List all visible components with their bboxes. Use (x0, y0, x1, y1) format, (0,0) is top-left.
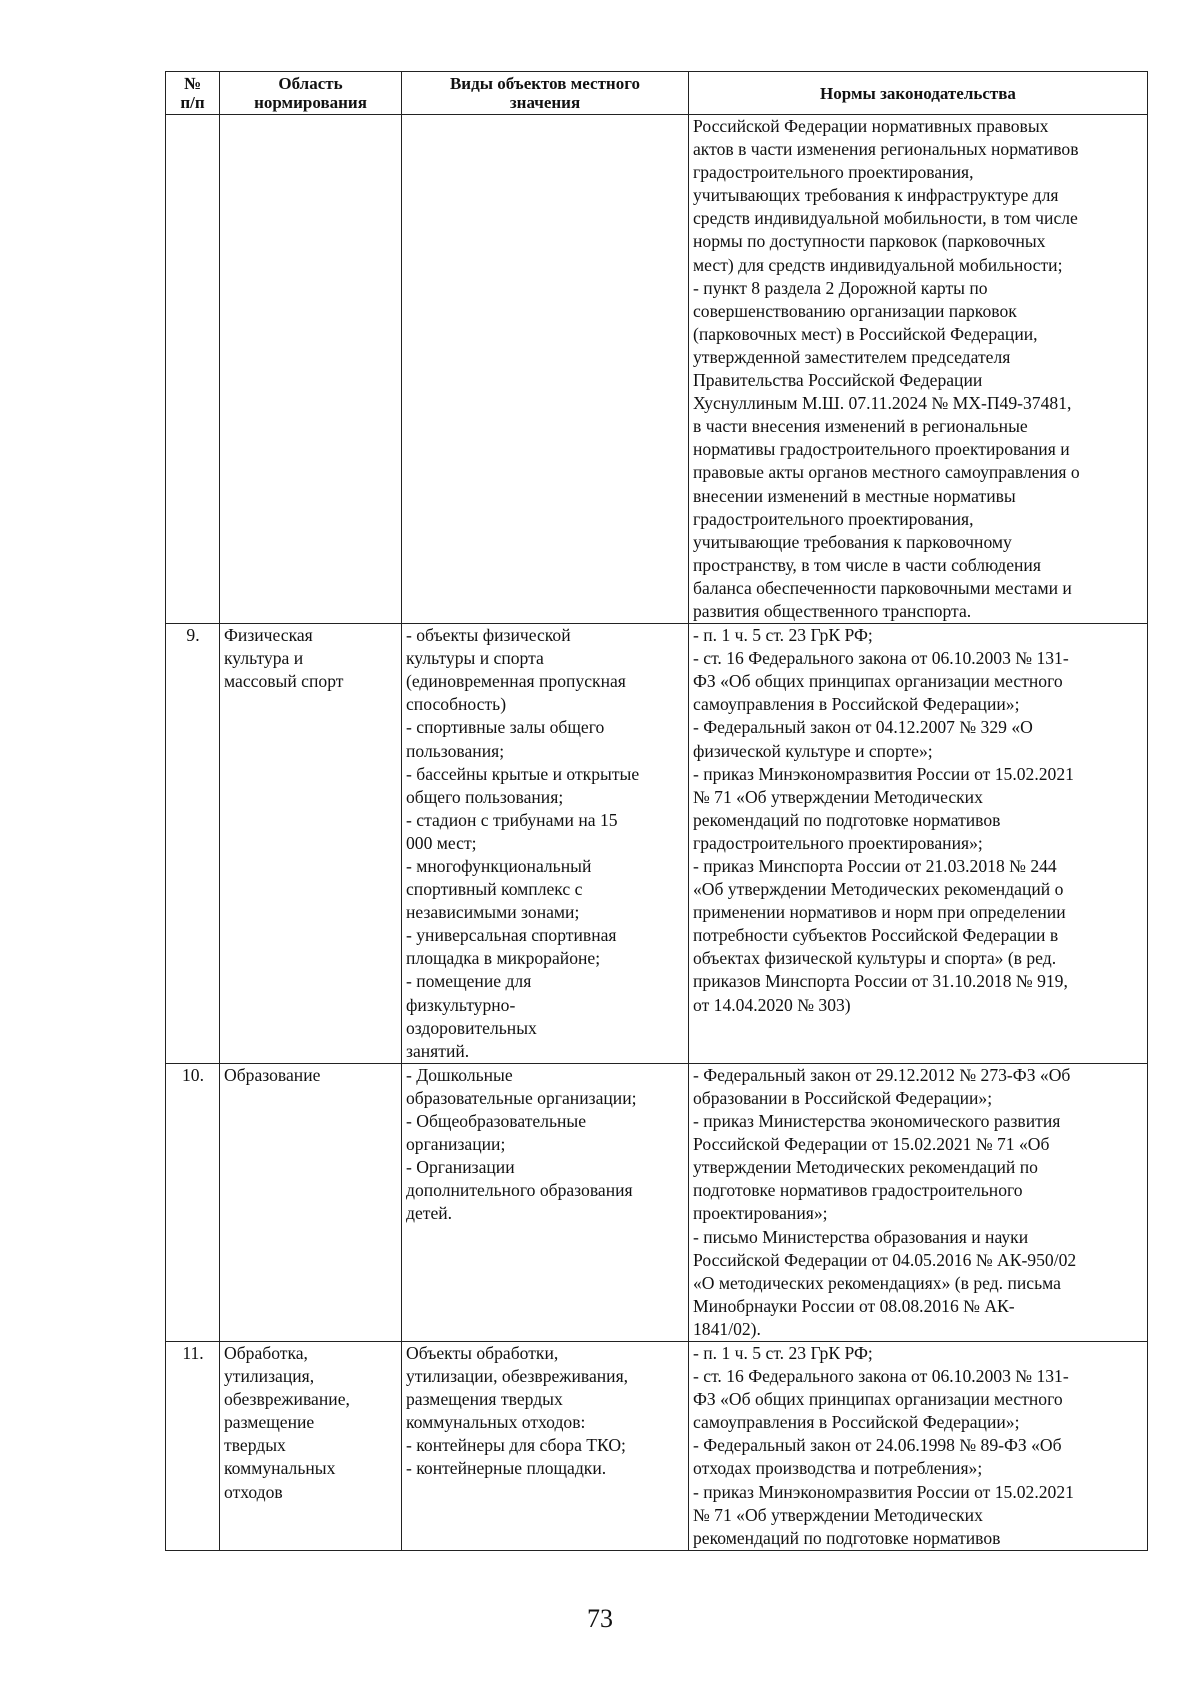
text-line: самоуправления в Российской Федерации»; (693, 1412, 1020, 1433)
text-line: развития общественного транспорта. (693, 600, 972, 621)
text-line: детей. (406, 1203, 453, 1224)
text-line: пользования; (406, 740, 505, 761)
text-line: Хуснуллиным М.Ш. 07.11.2024 № МХ-П49-37481, (693, 393, 1072, 414)
text-line: культуры и спорта (406, 648, 544, 669)
text-line: - многофункциональный (406, 856, 592, 876)
text-line: Минобрнауки России от 08.08.2016 № АК- (693, 1295, 1015, 1316)
text-line: организации; (406, 1134, 506, 1155)
text-line: - контейнеры для сбора ТКО; (406, 1435, 626, 1456)
objects-cell (402, 1063, 689, 1341)
text-line: - универсальная спортивная (406, 925, 617, 946)
text-line: - приказ Минспорта России от 21.03.2018 № 244 (693, 856, 1057, 876)
text-line: актов в части изменения региональных нормативов (693, 139, 1079, 160)
text-line: - помещение для (406, 971, 532, 992)
text-line: потребности субъектов Российской Федерации в (693, 925, 1059, 946)
header-norms (689, 72, 1148, 115)
text-line: внесении изменений в местные нормативы (693, 485, 1016, 506)
norms-cell (689, 1341, 1148, 1550)
text-line: ФЗ «Об общих принципах организации местного (693, 1389, 1063, 1410)
row-number (166, 115, 220, 624)
text-line: - объекты физической (406, 625, 571, 646)
text-line: - ст. 16 Федерального закона от 06.10.2003 № 131- (693, 648, 1069, 669)
text-line: Российской Федерации нормативных правовых (693, 116, 1049, 136)
text-line: - ст. 16 Федерального закона от 06.10.2003 № 131- (693, 1366, 1069, 1387)
text-line: спортивный комплекс с (406, 879, 583, 900)
norms-cell (689, 115, 1148, 624)
area-cell (220, 624, 402, 1064)
text-line: коммунальных (224, 1458, 336, 1479)
text-line: 000 мест; (406, 832, 477, 853)
table-row (166, 624, 1148, 1064)
text-line: градостроительного проектирования»; (693, 832, 983, 853)
page-number: 73 (587, 1604, 613, 1633)
text-line: образовании в Российской Федерации»; (693, 1087, 993, 1108)
text-line: Область (278, 74, 343, 93)
table-row (166, 1063, 1148, 1341)
text-line: - стадион с трибунами на 15 (406, 809, 618, 830)
text-line: утвержденной заместителем председателя (693, 346, 1011, 367)
text-line: обезвреживание, (224, 1389, 350, 1410)
text-line: рекомендаций по подготовке нормативов (693, 809, 1001, 830)
text-line: «О методических рекомендациях» (в ред. письма (693, 1272, 1061, 1293)
text-line: - пункт 8 раздела 2 Дорожной карты по (693, 277, 988, 298)
text-line: - приказ Минэкономразвития России от 15.02.2021 (693, 763, 1074, 784)
text-line: № 71 «Об утверждении Методических (693, 1504, 983, 1525)
text-line: утилизация, (224, 1366, 315, 1387)
text-line: (единовременная пропускная (406, 671, 626, 692)
text-line: нормы по доступности парковок (парковочных (693, 231, 1046, 252)
text-line: Виды объектов местного (449, 74, 641, 93)
text-line: размещение (224, 1412, 315, 1433)
text-line: подготовке нормативов градостроительного (693, 1180, 1023, 1201)
text-line: образовательные организации; (406, 1087, 637, 1108)
text-line: мест) для средств индивидуальной мобильности; (693, 254, 1063, 275)
text-line: нормативы градостроительного проектирования и (693, 439, 1070, 460)
text-line: самоуправления в Российской Федерации»; (693, 694, 1020, 715)
text-line: твердых (224, 1435, 286, 1456)
norms-cell (689, 624, 1148, 1064)
norms-table (165, 71, 1148, 1551)
text-line: утверждении Методических рекомендаций по (693, 1157, 1038, 1178)
text-line: Объекты обработки, (406, 1342, 559, 1363)
text-line: - спортивные залы общего (406, 717, 605, 738)
text-line: (парковочных мест) в Российской Федерации, (693, 323, 1038, 344)
table-row (166, 115, 1148, 624)
objects-cell (402, 1341, 689, 1550)
text-line: коммунальных отходов: (406, 1412, 586, 1433)
area-cell (220, 115, 402, 624)
text-line: независимыми зонами; (406, 902, 580, 923)
text-line: - бассейны крытые и открытые (406, 763, 640, 784)
row-number: 10. (166, 1063, 220, 1341)
text-line: - Общеобразовательные (406, 1111, 587, 1132)
text-line: объектах физической культуры и спорта» (в ред. (693, 948, 1057, 969)
text-line: от 14.04.2020 № 303) (693, 994, 851, 1015)
text-line: занятий. (406, 1040, 470, 1061)
text-line: проектирования»; (693, 1203, 828, 1224)
text-line: Нормы законодательства (820, 83, 1016, 103)
text-line: способность) (406, 694, 507, 715)
area-cell (220, 1063, 402, 1341)
text-line: Российской Федерации от 04.05.2016 № АК-950/02 (693, 1249, 1077, 1270)
text-line: пространству, в том числе в части соблюдения (693, 554, 1041, 575)
text-line: правовые акты органов местного самоуправления о (693, 462, 1080, 483)
text-line: физкультурно- (406, 994, 516, 1015)
table-body (166, 115, 1148, 1551)
text-line: значения (509, 93, 581, 112)
text-line: градостроительного проектирования, (693, 162, 974, 183)
text-line: культура и (224, 648, 304, 669)
text-line: оздоровительных (406, 1017, 537, 1038)
text-line: - п. 1 ч. 5 ст. 23 ГрК РФ; (693, 1342, 873, 1363)
text-line: «Об утверждении Методических рекомендаций о (693, 879, 1064, 900)
text-line: учитывающие требования к парковочному (693, 531, 1012, 552)
header-area (220, 72, 402, 115)
text-line: размещения твердых (406, 1389, 563, 1410)
text-line: № (183, 74, 202, 93)
table-row (166, 1341, 1148, 1550)
text-line: отходов (224, 1481, 283, 1502)
text-line: Правительства Российской Федерации (693, 370, 983, 391)
text-line: физической культуре и спорте»; (693, 740, 933, 761)
text-line: Образование (224, 1064, 321, 1085)
row-number: 9. (166, 624, 220, 1064)
text-line: общего пользования; (406, 786, 564, 807)
text-line: - Федеральный закон от 24.06.1998 № 89-ФЗ «Об (693, 1435, 1062, 1456)
text-line: - Организации (406, 1157, 515, 1178)
text-line: массовый спорт (224, 671, 344, 692)
header-num (166, 72, 220, 115)
objects-cell (402, 115, 689, 624)
text-line: - приказ Министерства экономического развития (693, 1111, 1061, 1132)
text-line: - Федеральный закон от 29.12.2012 № 273-ФЗ «Об (693, 1064, 1071, 1085)
text-line: в части внесения изменений в региональные (693, 416, 1028, 437)
text-line: площадка в микрорайоне; (406, 948, 601, 969)
text-line: Российской Федерации от 15.02.2021 № 71 «Об (693, 1134, 1050, 1155)
text-line: рекомендаций по подготовке нормативов (693, 1527, 1001, 1548)
text-line: Физическая (224, 625, 313, 646)
header-objects (402, 72, 689, 115)
text-line: нормирования (254, 93, 367, 112)
text-line: средств индивидуальной мобильности, в том числе (693, 208, 1078, 229)
text-line: - контейнерные площадки. (406, 1458, 607, 1479)
text-line: - Федеральный закон от 04.12.2007 № 329 «О (693, 717, 1033, 738)
text-line: градостроительного проектирования, (693, 508, 974, 529)
norms-cell (689, 1063, 1148, 1341)
text-line: применении нормативов и норм при определении (693, 902, 1066, 923)
text-line: - приказ Минэкономразвития России от 15.02.2021 (693, 1481, 1074, 1502)
objects-cell (402, 624, 689, 1064)
text-line: дополнительного образования (406, 1180, 633, 1201)
text-line: отходах производства и потребления»; (693, 1458, 983, 1479)
text-line: баланса обеспеченности парковочными местами и (693, 577, 1072, 598)
text-line: - письмо Министерства образования и науки (693, 1226, 1029, 1247)
text-line: 1841/02). (693, 1318, 761, 1339)
text-line: п/п (180, 93, 205, 112)
text-line: - Дошкольные (406, 1064, 513, 1085)
text-line: учитывающих требования к инфраструктуре для (693, 185, 1059, 206)
area-cell (220, 1341, 402, 1550)
text-line: приказов Минспорта России от 31.10.2018 № 919, (693, 971, 1068, 992)
table-header-row (166, 72, 1148, 115)
text-line: ФЗ «Об общих принципах организации местного (693, 671, 1063, 692)
text-line: № 71 «Об утверждении Методических (693, 786, 983, 807)
text-line: утилизации, обезвреживания, (406, 1366, 629, 1387)
text-line: совершенствованию организации парковок (693, 300, 1017, 321)
text-line: Обработка, (224, 1342, 308, 1363)
text-line: - п. 1 ч. 5 ст. 23 ГрК РФ; (693, 625, 873, 646)
row-number: 11. (166, 1341, 220, 1550)
